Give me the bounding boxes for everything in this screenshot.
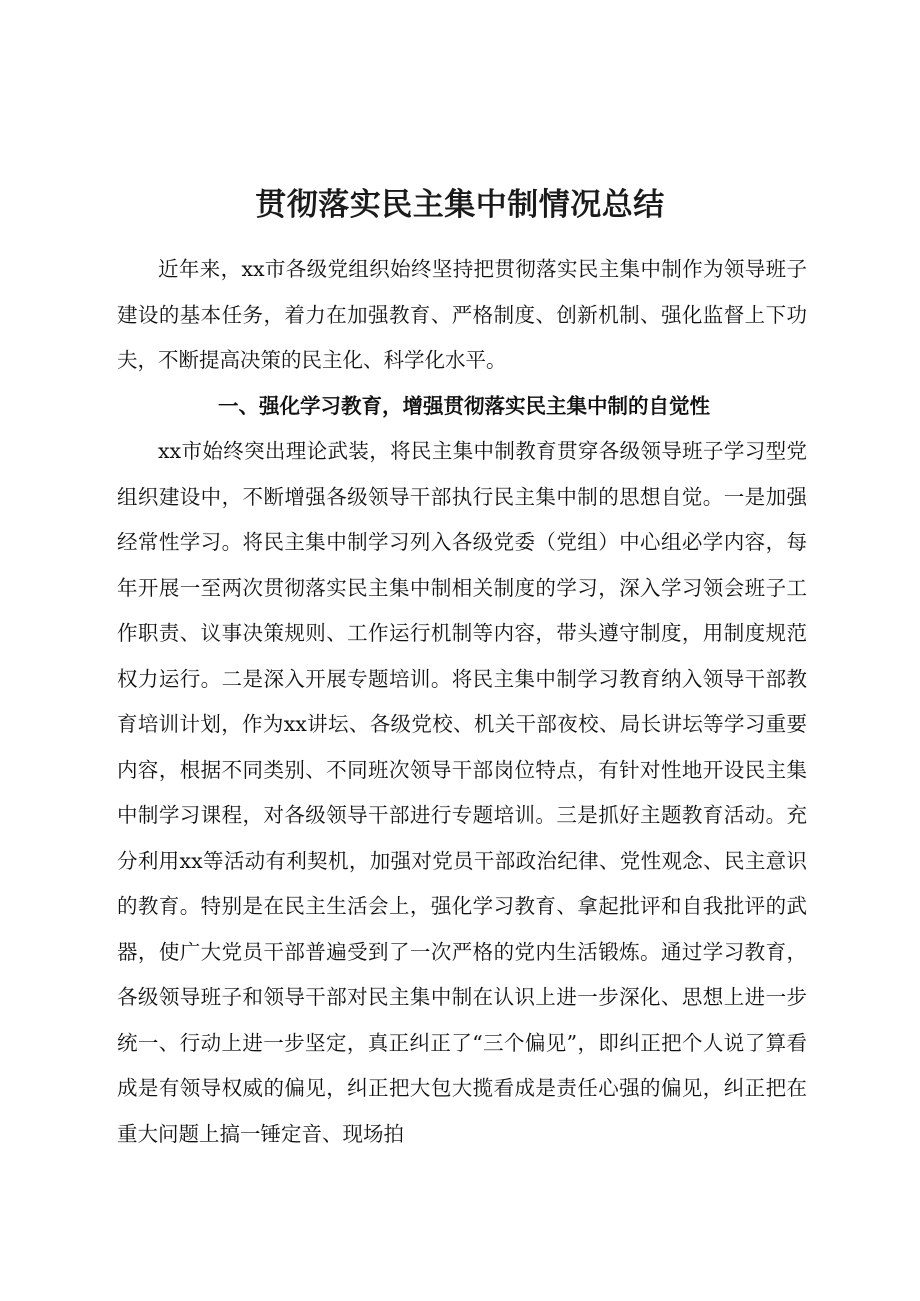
section-1-paragraph: xx市始终突出理论武装，将民主集中制教育贯穿各级领导班子学习型党组织建设中，不断增强各级领导干部执行民主集中制的思想自觉。一是加强经常性学习。将民主集中制学习列入各级党委（党组）中心组必学内容，每年开展一至两次贯彻落实民主集中制相关制度的学习，深入学习领会班子工作职责、议事决策规则、工作运行机制等内容，带头遵守制度，用制度规范权力运行。二是深入开展专题培训。将民主集中制学习教育纳入领导干部教育培训计划，作为xx讲坛、各级党校、机关干部夜校、局长讲坛等学习重要内容，根据不同类别、不同班次领导干部岗位特点，有针对性地开设民主集中制学习课程，对各级领导干部进行专题培训。三是抓好主题教育活动。充分利用xx等活动有利契机，加强对党员干部政治纪律、党性观念、民主意识的教育。特别是在民主生活会上，强化学习教育、拿起批评和自我批评的武器，使广大党员干部普遍受到了一次严格的党内生活锻炼。通过学习教育，各级领导班子和领导干部对民主集中制在认识上进一步深化、思想上进一步统一、行动上进一步坚定，真正纠正了“三个偏见”，即纠正把个人说了算看成是有领导权威的偏见，纠正把大包大揽看成是责任心强的偏见，纠正把在重大问题上搞一锤定音、现场拍 [117, 439, 807, 1146]
section-heading-1: 一、强化学习教育，增强贯彻落实民主集中制的自觉性 [218, 393, 710, 418]
document-title: 贯彻落实民主集中制情况总结 [255, 187, 665, 223]
document-body [117, 247, 807, 1157]
intro-paragraph: 近年来，xx市各级党组织始终坚持把贯彻落实民主集中制作为领导班子建设的基本任务，着力在加强教育、严格制度、创新机制、强化监督上下功夫，不断提高决策的民主化、科学化水平。 [117, 257, 807, 372]
